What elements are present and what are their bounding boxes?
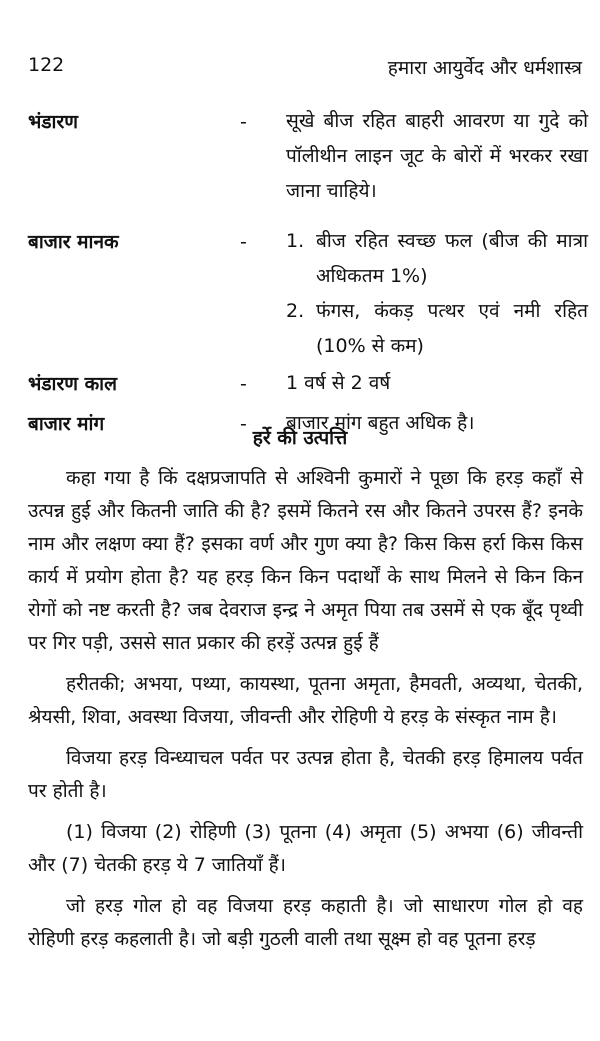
term-dash: - [240, 231, 247, 253]
list-item-number: 1. [286, 230, 305, 252]
page-number: 122 [28, 54, 65, 76]
running-title: हमारा आयुर्वेद और धर्मशास्त्र [387, 57, 582, 79]
term-label: बाजार मानक [28, 231, 119, 253]
term-definition: 1 वर्ष से 2 वर्ष [286, 372, 391, 394]
term-label: बाजार मांग [28, 413, 105, 435]
paragraph: कहा गया है किं दक्षप्रजापति से अश्विनी कुमारों ने पूछा कि हरड़ कहाँ से उत्पन्न हुई और कितनी जाति की है? इसमें कितने रस और कितने उपरस हैं? इनके नाम और लक्षण क्या हैं? इसका वर्ण और गुण क्या है? किस किस हर्रा किस किस कार्य में प्रयोग होता है? यह हरड़ किन किन पदार्थों के साथ मिलने से किन किन रोगों को नष्ट करती है? जब देवराज इन्द्र ने अमृत पिया तब उसमें से एक बूँद पृथ्वी पर गिर पड़ी, उससे सात प्रकार की हरड़ें उत्पन्न हुई हैं [28, 467, 583, 654]
term-label: भंडारण [28, 111, 78, 133]
table-row-storage [28, 104, 588, 224]
term-dash: - [240, 111, 247, 133]
table-row-storage-period [28, 366, 588, 406]
body-text [28, 462, 583, 964]
term-definition [286, 224, 588, 364]
specification-table [28, 104, 588, 446]
term-dash: - [240, 373, 247, 395]
page-header [28, 54, 582, 84]
list-item [286, 294, 588, 364]
section-heading: हर्रे की उत्पत्ति [252, 427, 348, 449]
paragraph: हरीतकी; अभया, पथ्या, कायस्था, पूतना अमृता, हैमवती, अव्यथा, चेतकी, श्रेयसी, शिवा, अवस्था विजया, जीवन्ती और रोहिणी ये हरड़ के संस्कृत नाम है। [28, 673, 583, 728]
table-row-market-standard [28, 224, 588, 366]
list-item-text: फंगस, कंकड़ पत्थर एवं नमी रहित (10% से कम) [316, 300, 588, 357]
paragraph: (1) विजया (2) रोहिणी (3) पूतना (4) अमृता (5) अभया (6) जीवन्ती और (7) चेतकी हरड़ ये 7 जातियाँ हैं। [28, 821, 583, 876]
paragraph: जो हरड़ गोल हो वह विजया हरड़ कहाती है। जो साधारण गोल हो वह रोहिणी हरड़ कहलाती है। जो बड़ी गुठली वाली तथा सूक्ष्म हो वह पूतना हरड़ [28, 895, 583, 950]
paragraph: विजया हरड़ विन्ध्याचल पर्वत पर उत्पन्न होता है, चेतकी हरड़ हिमालय पर्वत पर होती है। [28, 747, 583, 802]
term-dash: - [240, 413, 247, 435]
term-definition: बाजार मांग बहुत अधिक है। [286, 412, 475, 434]
list-item-text: बीज रहित स्वच्छ फल (बीज की मात्रा अधिकतम 1%) [316, 230, 588, 287]
term-definition: सूखे बीज रहित बाहरी आवरण या गुदे को पॉलीथीन लाइन जूट के बोरों में भरकर रखा जाना चाहिये। [286, 110, 588, 202]
list-item-number: 2. [286, 300, 305, 322]
list-item [286, 224, 588, 294]
term-label: भंडारण काल [28, 373, 117, 395]
